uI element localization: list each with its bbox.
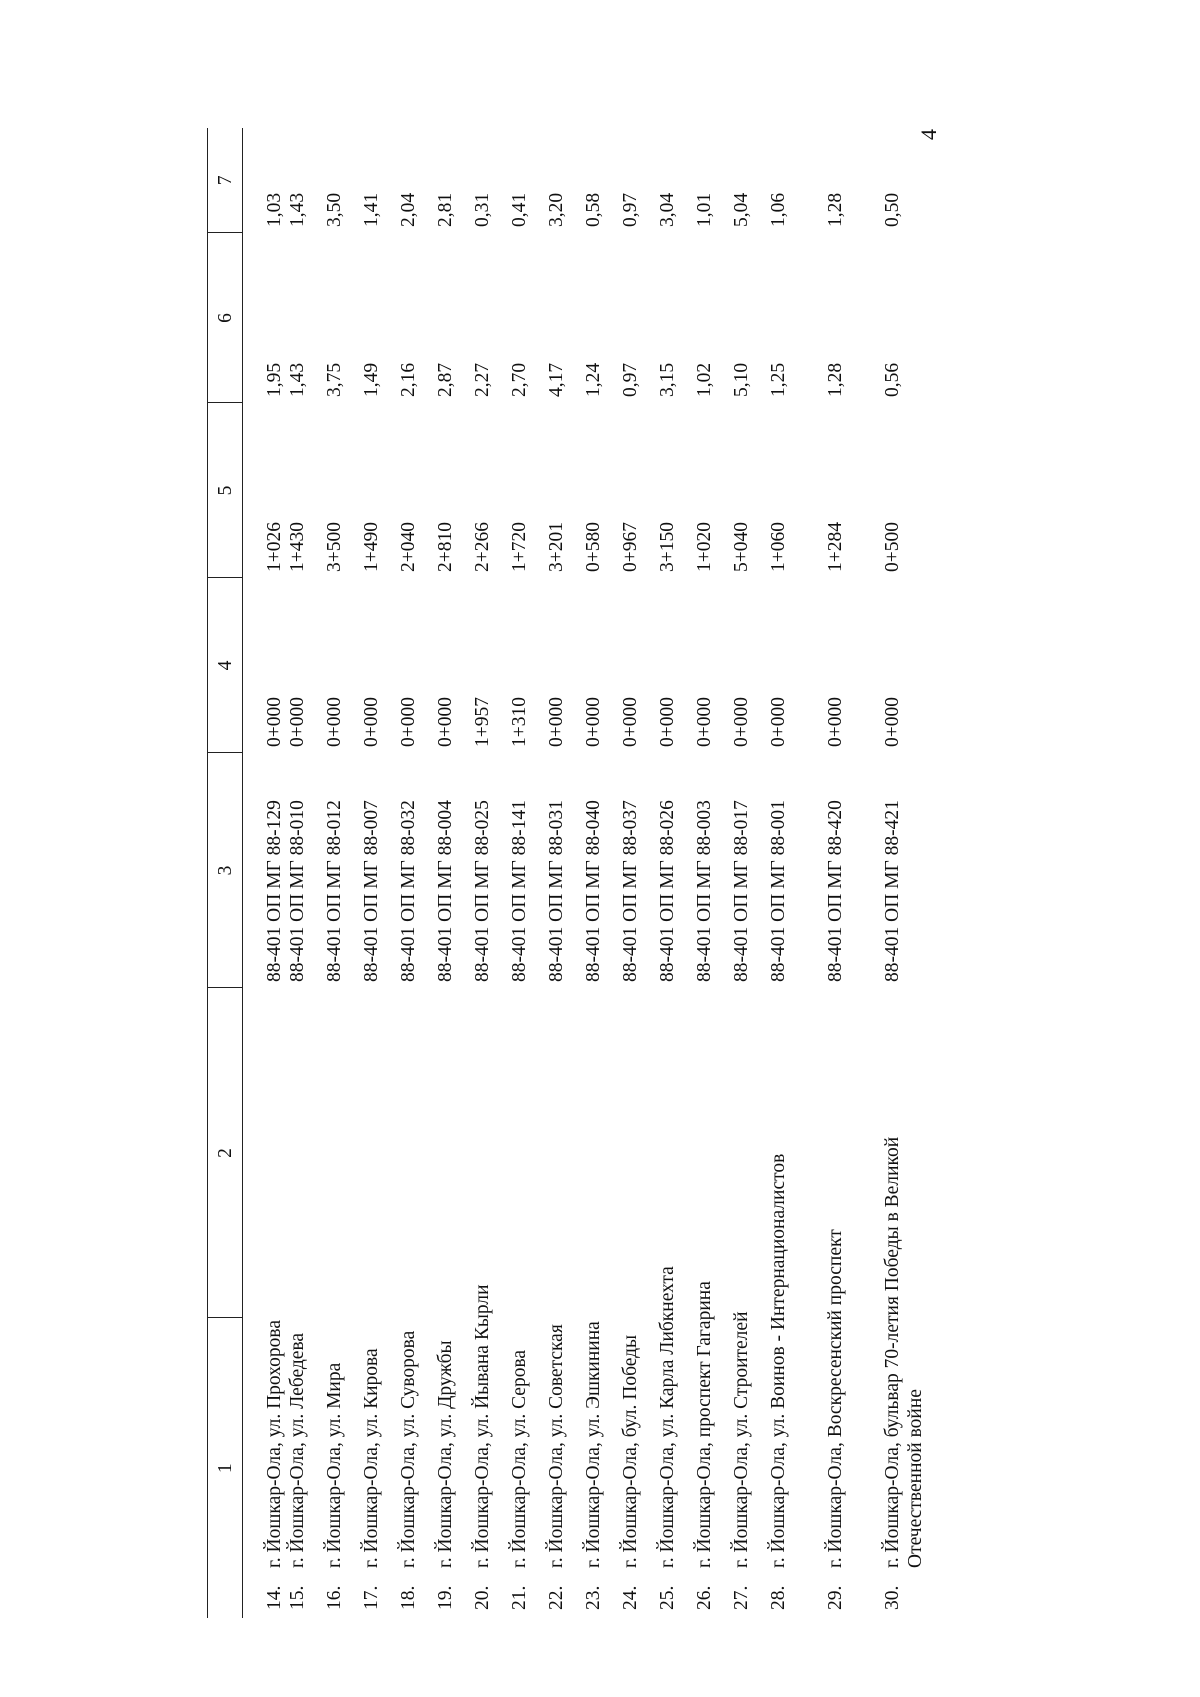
table-row bbox=[360, 128, 397, 1618]
cell-end: 5+040 bbox=[731, 522, 752, 572]
table-row bbox=[582, 128, 619, 1618]
row-number: 16. bbox=[324, 1585, 345, 1610]
row-number-cell bbox=[286, 988, 323, 1618]
table-row bbox=[508, 128, 545, 1618]
cell-end: 3+201 bbox=[546, 522, 567, 572]
cell-end: 1+026 bbox=[264, 522, 285, 572]
row-number-cell bbox=[881, 988, 938, 1618]
cell-id: 88-401 ОП МГ 88-004 bbox=[435, 800, 456, 982]
table-row bbox=[619, 128, 656, 1618]
row-number: 23. bbox=[583, 1585, 604, 1610]
cell-id: 88-401 ОП МГ 88-032 bbox=[398, 800, 419, 982]
cell-start: 0+000 bbox=[657, 697, 678, 747]
cell-len2: 0,31 bbox=[472, 192, 493, 227]
road-name: г. Йошкар-Ола, ул. Карла Либкнехта bbox=[657, 1266, 678, 1568]
table-row bbox=[881, 128, 938, 1618]
row-number: 29. bbox=[825, 1585, 846, 1610]
table-row bbox=[243, 128, 287, 1618]
table-row bbox=[286, 128, 323, 1618]
cell-end: 1+430 bbox=[287, 522, 308, 572]
road-name: г. Йошкар-Ола, ул. Прохорова bbox=[264, 1319, 285, 1568]
cell-len: 4,17 bbox=[546, 362, 567, 397]
cell-len: 2,16 bbox=[398, 362, 419, 397]
cell-len2: 1,03 bbox=[264, 192, 285, 227]
cell-len2: 1,06 bbox=[768, 192, 789, 227]
cell-id: 88-401 ОП МГ 88-017 bbox=[731, 800, 752, 982]
cell-end: 1+060 bbox=[768, 522, 789, 572]
row-number-cell bbox=[397, 988, 434, 1618]
road-name: г. Йошкар-Ола, бульвар 70-летия Победы в Великой Отечественной войне bbox=[882, 1136, 926, 1568]
row-number: 20. bbox=[472, 1585, 493, 1610]
cell-len: 1,24 bbox=[583, 362, 604, 397]
table-row bbox=[397, 128, 434, 1618]
cell-id: 88-401 ОП МГ 88-031 bbox=[546, 800, 567, 982]
road-name: г. Йошкар-Ола, ул. Лебедева bbox=[287, 1332, 308, 1568]
table-body bbox=[243, 128, 939, 1618]
cell-end: 2+040 bbox=[398, 522, 419, 572]
cell-len: 5,10 bbox=[731, 362, 752, 397]
table-row bbox=[767, 128, 824, 1618]
rotated-table-container bbox=[207, 128, 1007, 1618]
row-number-cell bbox=[323, 988, 360, 1618]
cell-end: 1+284 bbox=[825, 522, 846, 572]
road-name: г. Йошкар-Ола, ул. Эшкинина bbox=[583, 1321, 604, 1568]
cell-len2: 5,04 bbox=[731, 192, 752, 227]
cell-end: 2+266 bbox=[472, 522, 493, 572]
cell-len2: 1,28 bbox=[825, 192, 846, 227]
road-name: г. Йошкар-Ола, ул. Кирова bbox=[361, 1348, 382, 1568]
cell-len2: 0,41 bbox=[509, 192, 530, 227]
cell-len2: 3,04 bbox=[657, 192, 678, 227]
row-number-cell bbox=[508, 988, 545, 1618]
row-number-cell bbox=[730, 988, 767, 1618]
road-name: г. Йошкар-Ола, ул. Советская bbox=[546, 1324, 567, 1568]
cell-start: 0+000 bbox=[825, 697, 846, 747]
cell-len2: 3,20 bbox=[546, 192, 567, 227]
row-number: 30. bbox=[882, 1585, 903, 1610]
cell-len: 2,70 bbox=[509, 362, 530, 397]
cell-end: 2+810 bbox=[435, 522, 456, 572]
cell-id: 88-401 ОП МГ 88-040 bbox=[583, 800, 604, 982]
cell-len: 2,87 bbox=[435, 362, 456, 397]
row-number: 27. bbox=[731, 1585, 752, 1610]
row-number: 25. bbox=[657, 1585, 678, 1610]
cell-id: 88-401 ОП МГ 88-003 bbox=[694, 800, 715, 982]
row-number-cell bbox=[243, 988, 287, 1618]
cell-id: 88-401 ОП МГ 88-141 bbox=[509, 800, 530, 982]
row-number: 28. bbox=[768, 1585, 789, 1610]
cell-len: 1,49 bbox=[361, 362, 382, 397]
cell-end: 0+580 bbox=[583, 522, 604, 572]
cell-start: 0+000 bbox=[398, 697, 419, 747]
cell-id: 88-401 ОП МГ 88-421 bbox=[882, 800, 903, 982]
cell-len: 1,02 bbox=[694, 362, 715, 397]
cell-len: 1,95 bbox=[264, 362, 285, 397]
cell-len2: 1,01 bbox=[694, 192, 715, 227]
cell-end: 1+720 bbox=[509, 522, 530, 572]
cell-id: 88-401 ОП МГ 88-129 bbox=[264, 800, 285, 982]
cell-id: 88-401 ОП МГ 88-420 bbox=[825, 800, 846, 982]
row-number-cell bbox=[360, 988, 397, 1618]
cell-len2: 1,43 bbox=[287, 192, 308, 227]
cell-start: 1+310 bbox=[509, 697, 530, 747]
cell-end: 0+500 bbox=[882, 522, 903, 572]
column-header-2: 2 bbox=[208, 988, 243, 1318]
cell-end: 1+490 bbox=[361, 522, 382, 572]
cell-start: 0+000 bbox=[546, 697, 567, 747]
row-number: 26. bbox=[694, 1585, 715, 1610]
road-name: г. Йошкар-Ола, бул. Победы bbox=[620, 1334, 641, 1568]
cell-start: 0+000 bbox=[583, 697, 604, 747]
row-number-cell bbox=[767, 988, 824, 1618]
cell-len2: 0,97 bbox=[620, 192, 641, 227]
row-number-cell bbox=[545, 988, 582, 1618]
column-header-7: 7 bbox=[208, 128, 243, 233]
cell-len2: 2,04 bbox=[398, 192, 419, 227]
cell-id: 88-401 ОП МГ 88-010 bbox=[287, 800, 308, 982]
row-number: 22. bbox=[546, 1585, 567, 1610]
table-row bbox=[434, 128, 471, 1618]
cell-start: 0+000 bbox=[287, 697, 308, 747]
cell-len2: 0,50 bbox=[882, 192, 903, 227]
cell-len2: 2,81 bbox=[435, 192, 456, 227]
cell-end: 3+150 bbox=[657, 522, 678, 572]
cell-start: 0+000 bbox=[361, 697, 382, 747]
cell-len: 1,25 bbox=[768, 362, 789, 397]
cell-end: 3+500 bbox=[324, 522, 345, 572]
cell-start: 1+957 bbox=[472, 697, 493, 747]
table-header-row bbox=[208, 128, 243, 1618]
row-number-cell bbox=[434, 988, 471, 1618]
row-number-cell bbox=[824, 988, 881, 1618]
table-row bbox=[471, 128, 508, 1618]
cell-len2: 1,41 bbox=[361, 192, 382, 227]
table-row bbox=[730, 128, 767, 1618]
cell-id: 88-401 ОП МГ 88-012 bbox=[324, 800, 345, 982]
road-name: г. Йошкар-Ола, ул. Мира bbox=[324, 1362, 345, 1568]
column-header-1: 1 bbox=[208, 1318, 243, 1618]
cell-start: 0+000 bbox=[882, 697, 903, 747]
cell-len2: 3,50 bbox=[324, 192, 345, 227]
road-name: г. Йошкар-Ола, ул. Воинов - Интернационалистов bbox=[768, 1153, 789, 1568]
cell-start: 0+000 bbox=[768, 697, 789, 747]
cell-id: 88-401 ОП МГ 88-037 bbox=[620, 800, 641, 982]
road-name: г. Йошкар-Ола, ул. Йывана Кырли bbox=[472, 1284, 493, 1568]
cell-len: 2,27 bbox=[472, 362, 493, 397]
cell-end: 1+020 bbox=[694, 522, 715, 572]
road-name: г. Йошкар-Ола, ул. Дружбы bbox=[435, 1340, 456, 1568]
road-name: г. Йошкар-Ола, ул. Серова bbox=[509, 1349, 530, 1568]
row-number: 21. bbox=[509, 1585, 530, 1610]
cell-start: 0+000 bbox=[620, 697, 641, 747]
row-number: 14. bbox=[264, 1585, 285, 1610]
cell-id: 88-401 ОП МГ 88-026 bbox=[657, 800, 678, 982]
table-row bbox=[824, 128, 881, 1618]
column-header-4: 4 bbox=[208, 578, 243, 753]
table-row bbox=[323, 128, 360, 1618]
cell-id: 88-401 ОП МГ 88-007 bbox=[361, 800, 382, 982]
row-number: 15. bbox=[287, 1585, 308, 1610]
table-row bbox=[656, 128, 693, 1618]
cell-end: 0+967 bbox=[620, 522, 641, 572]
row-number: 19. bbox=[435, 1585, 456, 1610]
row-number-cell bbox=[619, 988, 656, 1618]
column-header-6: 6 bbox=[208, 233, 243, 403]
cell-start: 0+000 bbox=[731, 697, 752, 747]
row-number: 17. bbox=[361, 1585, 382, 1610]
cell-len2: 0,58 bbox=[583, 192, 604, 227]
row-number: 24. bbox=[620, 1585, 641, 1610]
road-name: г. Йошкар-Ола, Воскресенский проспект bbox=[825, 1229, 846, 1568]
column-header-3: 3 bbox=[208, 753, 243, 988]
cell-start: 0+000 bbox=[324, 697, 345, 747]
row-number-cell bbox=[693, 988, 730, 1618]
table-row bbox=[545, 128, 582, 1618]
road-table bbox=[207, 128, 941, 1618]
cell-len: 3,75 bbox=[324, 362, 345, 397]
column-header-5: 5 bbox=[208, 403, 243, 578]
row-number-cell bbox=[656, 988, 693, 1618]
cell-start: 0+000 bbox=[264, 697, 285, 747]
cell-id: 88-401 ОП МГ 88-001 bbox=[768, 800, 789, 982]
cell-len: 1,43 bbox=[287, 362, 308, 397]
cell-len: 0,97 bbox=[620, 362, 641, 397]
cell-id: 88-401 ОП МГ 88-025 bbox=[472, 800, 493, 982]
cell-len: 1,28 bbox=[825, 362, 846, 397]
row-number: 18. bbox=[398, 1585, 419, 1610]
cell-len: 3,15 bbox=[657, 362, 678, 397]
road-name: г. Йошкар-Ола, проспект Гагарина bbox=[694, 1281, 715, 1568]
cell-start: 0+000 bbox=[694, 697, 715, 747]
cell-len: 0,56 bbox=[882, 362, 903, 397]
road-name: г. Йошкар-Ола, ул. Суворова bbox=[398, 1330, 419, 1568]
row-number-cell bbox=[471, 988, 508, 1618]
page-number: 4 bbox=[916, 129, 941, 140]
road-name: г. Йошкар-Ола, ул. Строителей bbox=[731, 1311, 752, 1568]
cell-start: 0+000 bbox=[435, 697, 456, 747]
row-number-cell bbox=[582, 988, 619, 1618]
table-row bbox=[693, 128, 730, 1618]
